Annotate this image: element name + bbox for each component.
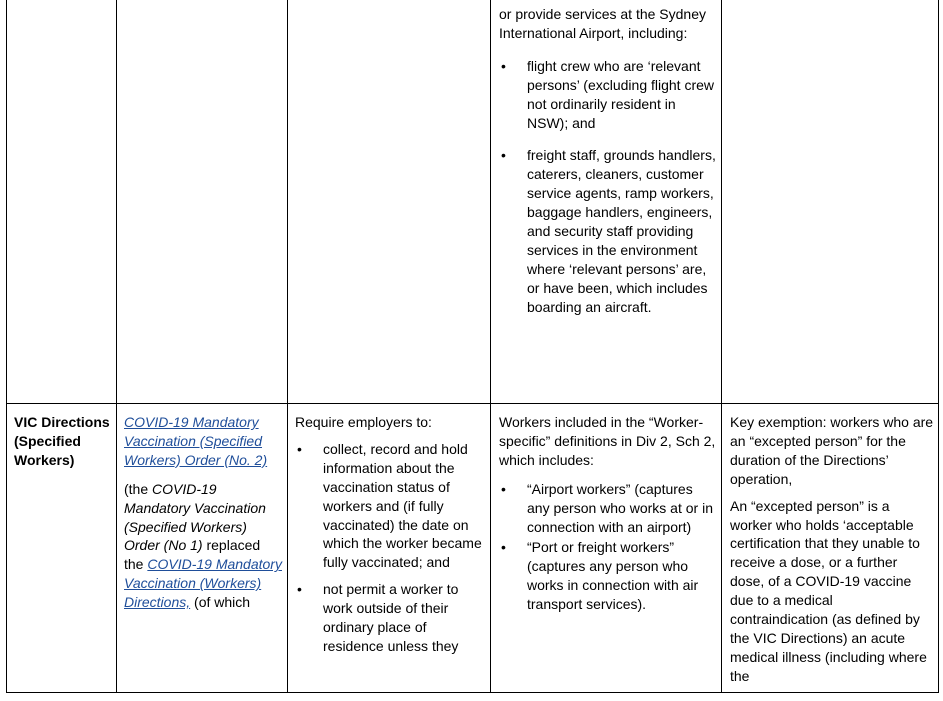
bullet-icon: • — [297, 440, 302, 457]
list-item: • freight staff, grounds handlers, caterers, cleaners, customer service agents, ramp workers, baggage handlers, engineers, and security staff providing services in the environment where ‘relevant persons’ are, or have been, which includes boarding an aircraft. — [501, 147, 716, 315]
instrument-cell — [124, 413, 282, 612]
list-item: • “Airport workers” (captures any person who works at or in connection with an airport) — [501, 480, 713, 535]
table-border — [721, 0, 722, 693]
requirements-intro: Require employers to: — [295, 414, 432, 430]
top-row-intro: or provide services at the Sydney International Airport, including: — [499, 6, 706, 41]
list-item: • flight crew who are ‘relevant persons’ (excluding flight crew not ordinarily resident in NSW); and — [501, 57, 715, 131]
bullet-icon: • — [501, 539, 506, 556]
excepted-person-paragraph: An “excepted person” is a worker who holds ‘acceptable certification that they unable to receive a dose, or a further dose, of a COVID-19 vaccine due to a medical contraindication (as defined by the VIC Directions) an acute medical illness (including where the — [730, 497, 927, 684]
table-border — [490, 0, 491, 693]
top-row-workers-cell — [499, 5, 717, 317]
jurisdiction-label: VIC Directions (Specified Workers) — [14, 414, 110, 468]
list-item: • collect, record and hold information about the vaccination status of workers and (if fully vaccinated) the date on which the worker became fully vaccinated; and — [297, 440, 482, 571]
list-item: • not permit a worker to work outside of their ordinary place of residence unless they — [297, 581, 459, 654]
instrument-note: (the COVID-19 Mandatory Vaccination (Specified Workers) Order (No 1) replaced the COVID-19 Mandatory Vaccination (Workers) Directions, (of which — [124, 480, 282, 611]
workers-bullet-list — [499, 480, 717, 614]
bullet-icon: • — [501, 480, 506, 497]
jurisdiction-cell — [14, 413, 110, 470]
workers-intro: Workers included in the “Worker-specific” definitions in Div 2, Sch 2, which includes: — [499, 414, 716, 468]
order-no2-link[interactable]: COVID-19 Mandatory Vaccination (Specified Workers) Order (No. 2) — [124, 414, 268, 468]
bullet-icon: • — [501, 147, 506, 164]
table-border — [116, 0, 117, 693]
table-bottom-border — [6, 692, 939, 693]
workers-cell — [499, 413, 717, 614]
requirements-cell — [295, 413, 485, 656]
list-item: • “Port or freight workers” (captures any person who works in connection with air transport services). — [501, 539, 699, 613]
row-divider — [6, 403, 939, 404]
top-row-bullet-list — [499, 57, 717, 317]
bullet-icon: • — [297, 581, 302, 598]
table-border — [6, 0, 7, 693]
exemption-paragraph: Key exemption: workers who are an “excepted person” for the duration of the Directions’ operation, — [730, 414, 934, 487]
exemptions-cell — [730, 413, 934, 692]
requirements-bullet-list — [295, 440, 485, 656]
table-border — [287, 0, 288, 693]
bullet-icon: • — [501, 57, 506, 74]
workers-directions-link[interactable]: COVID-19 Mandatory Vaccination (Workers) Directions, — [124, 556, 282, 611]
table-border — [938, 0, 939, 693]
order-no1-title: COVID-19 Mandatory Vaccination (Specified Workers) Order (No 1) — [124, 480, 266, 554]
